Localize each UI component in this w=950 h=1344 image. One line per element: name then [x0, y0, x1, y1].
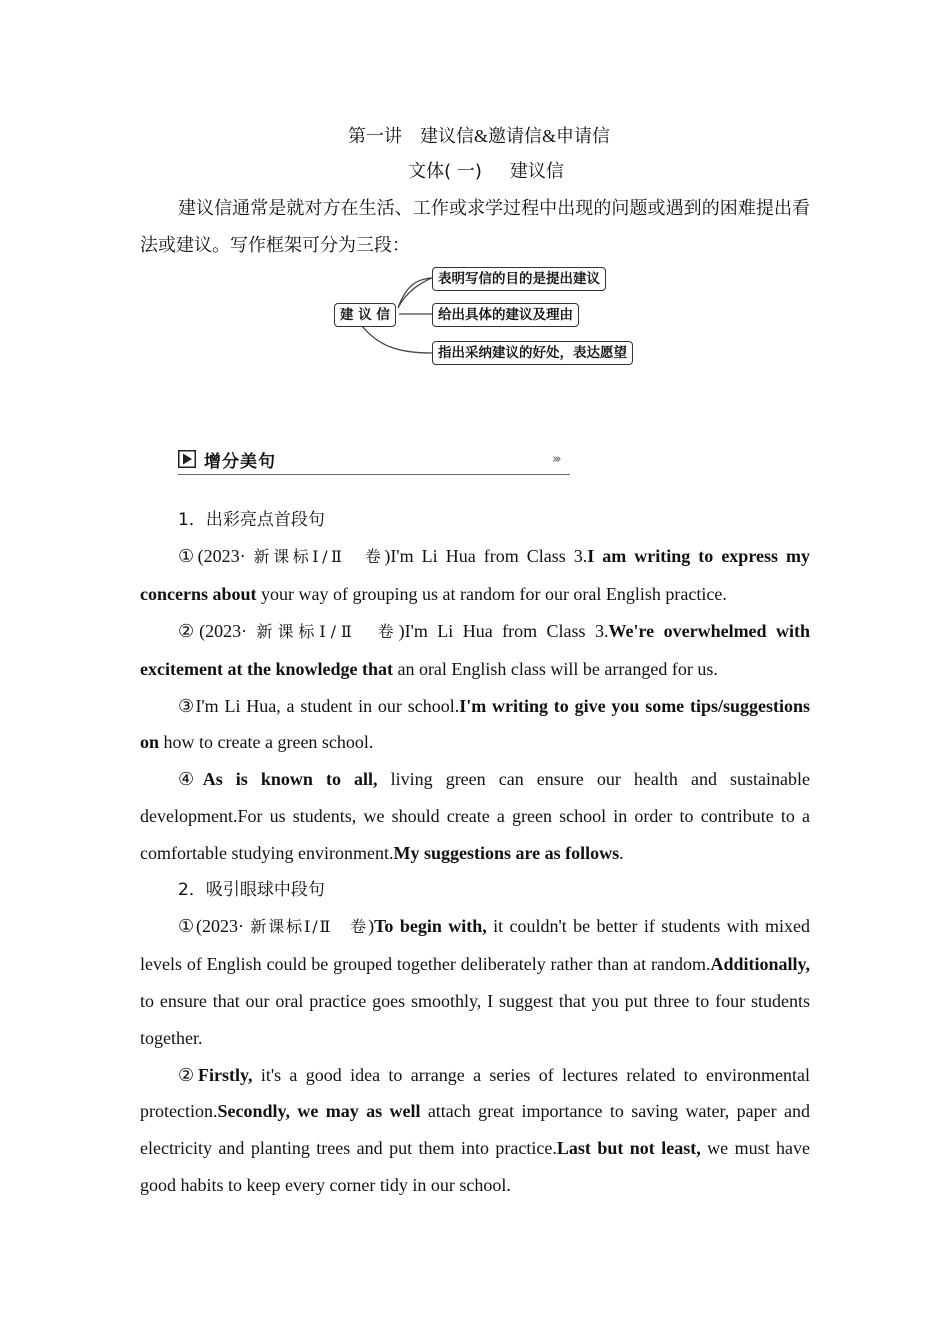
key-phrase: I'm writing to give you some tips/suggestions on — [140, 695, 811, 753]
section2-heading — [140, 872, 810, 909]
sentence-text: it's a good idea to arrange a series of lectures related to environmental protection. — [140, 1064, 810, 1122]
source-close: ) — [368, 916, 375, 937]
sentence-1-2 — [140, 613, 810, 688]
key-phrase: To begin with, — [374, 916, 487, 937]
structure-diagram — [140, 264, 810, 374]
sentence-mark: ④ — [178, 769, 203, 790]
key-phrase: Firstly, — [197, 1064, 253, 1085]
sentence-mark: ③ — [178, 695, 196, 716]
sentence-text: attach great importance to saving water, paper and electricity and planting trees and put them into practice. — [140, 1101, 810, 1159]
section1-title: 出彩亮点首段句 — [205, 509, 325, 530]
key-phrase: We're overwhelmed with excitement at the knowledge that — [140, 620, 810, 679]
sentence-1-3 — [140, 688, 810, 762]
sentence-2-2 — [140, 1057, 810, 1204]
sentence-2-1 — [140, 908, 810, 1056]
section2-sep: ． — [188, 879, 206, 900]
section1-number: 1 — [178, 509, 189, 530]
sentence-text: it couldn't be better if students with mixed levels of English could be grouped together deliberately rather than at random. — [140, 916, 810, 975]
source-year: (2023· — [199, 620, 257, 641]
sentence-text: we must have good habits to keep every corner tidy in our school. — [140, 1138, 811, 1195]
source-close: ) — [384, 546, 391, 567]
lecture-number: 第一讲 — [347, 126, 402, 146]
key-phrase: My suggestions are as follows — [393, 842, 620, 863]
source-close: ) — [398, 620, 405, 641]
source-paper: 新课标Ⅰ/Ⅱ 卷 — [256, 621, 399, 641]
sentence-text: living green can ensure our health and sustainable development.For us students, we should create a green school in order to contribute to a comfortable studying environment. — [140, 769, 810, 863]
key-phrase: Secondly, we may as well — [217, 1101, 421, 1122]
sentence-text: how to create a green school. — [159, 732, 374, 753]
sentence-mark: ② — [178, 1064, 198, 1085]
play-icon — [178, 450, 196, 468]
key-phrase: Last but not least, — [556, 1138, 701, 1159]
source-paper: 新课标Ⅰ/Ⅱ 卷 — [253, 547, 385, 567]
sentence-text: to ensure that our oral practice goes smoothly, I suggest that you put three to four students together. — [140, 990, 810, 1048]
source-year: (2023· — [196, 916, 251, 937]
key-phrase: I am writing to express my concerns about — [140, 546, 810, 605]
sentence-mark: ① — [178, 546, 198, 567]
sentence-text: . — [619, 842, 624, 863]
banner-underline — [178, 474, 570, 475]
sentence-1-1 — [140, 538, 810, 613]
chevrons-icon: ››› — [552, 451, 559, 467]
genre-title — [162, 154, 810, 190]
section2-title: 吸引眼球中段句 — [205, 879, 325, 900]
sentence-1-4 — [140, 761, 810, 871]
section1-sep: ． — [188, 509, 206, 530]
lecture-topic: 建议信&邀请信&申请信 — [419, 126, 610, 146]
intro-paragraph: 建议信通常是就对方在生活、工作或求学过程中出现的问题或遇到的困难提出看法或建议。写作框架可分为三段： — [140, 198, 810, 255]
lecture-title — [148, 118, 810, 154]
source-paper: 新课标Ⅰ/Ⅱ 卷 — [250, 917, 369, 937]
diagram-branch-suggestions: 给出具体的建议及理由 — [432, 303, 579, 327]
sentence-text: I'm Li Hua from Class 3. — [390, 546, 588, 567]
sentence-text: I'm Li Hua, a student in our school. — [195, 695, 460, 716]
document-page — [140, 118, 810, 1204]
sentence-mark: ② — [178, 620, 200, 641]
key-phrase: Additionally, — [710, 954, 810, 975]
diagram-root: 建 议 信 — [334, 303, 396, 327]
genre-label: 文体( 一) — [408, 161, 482, 182]
sentence-text: your way of grouping us at random for our oral English practice. — [256, 584, 727, 605]
key-phrase: As is known to all, — [202, 769, 378, 790]
genre-name: 建议信 — [509, 161, 564, 182]
section-banner — [178, 446, 610, 476]
banner-label: 增分美句 — [204, 451, 276, 472]
sentence-text: an oral English class will be arranged for us. — [392, 658, 718, 679]
sentence-text: I'm Li Hua from Class 3. — [404, 620, 609, 641]
sentence-mark: ① — [178, 916, 197, 937]
section2-number: 2 — [178, 879, 189, 900]
source-year: (2023· — [197, 546, 254, 567]
diagram-branch-benefits: 指出采纳建议的好处，表达愿望 — [432, 341, 633, 365]
section1-heading — [140, 502, 810, 539]
diagram-branch-purpose: 表明写信的目的是提出建议 — [432, 267, 606, 291]
